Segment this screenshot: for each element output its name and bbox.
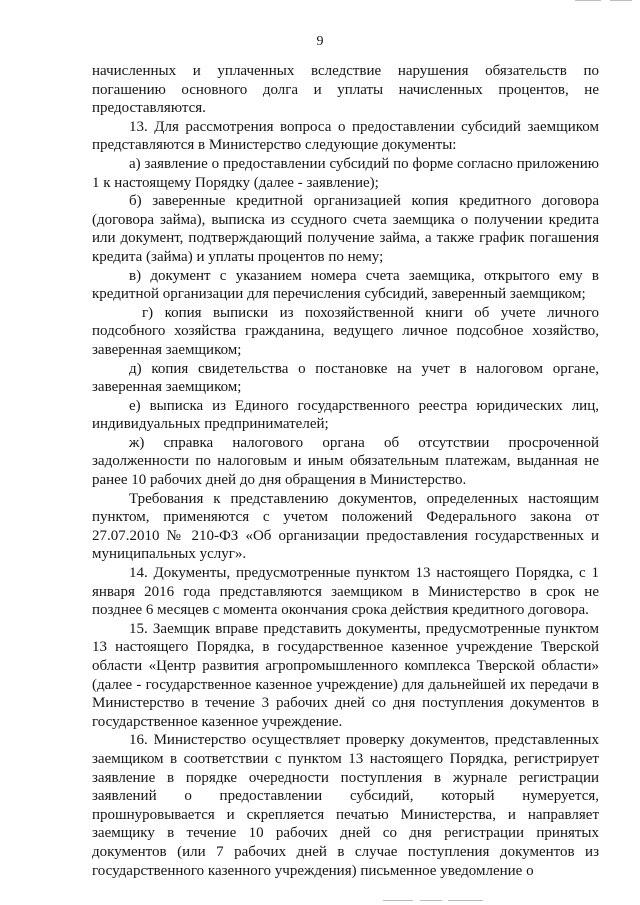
scan-artifact xyxy=(610,0,632,1)
paragraph-item-16: 16. Министерство осуществляет проверку документов, представленных заемщиком в соответствии с пунктом 13 настоящего Порядка, регистрирует заявление в порядке очередности поступления в журнале регистрации заявлений о предоставлении субсидий, который нумеруется, прошнуровывается и скрепляется печатью Министерства, и направляет заемщику в течение 10 рабочих дней со дня регистрации принятых документов (или 7 рабочих дней в случае поступления документов из государственного казенного учреждения) письменное уведомление о xyxy=(92,732,599,879)
subitem-13-v: в) документ с указанием номера счета заемщика, открытого ему в кредитной организации для перечисления субсидий, заверенный заемщиком; xyxy=(92,267,599,303)
paragraph-requirements: Требования к представлению документов, определенных настоящим пунктом, применяются с учетом положений Федерального закона от 27.07.2010 № 210-ФЗ «Об организации предоставления государственных и муниципальных услуг». xyxy=(92,490,599,563)
subitem-13-b: б) заверенные кредитной организацией копия кредитного договора (договора займа), выписка из ссудного счета заемщика о получении кредита или документ, подтверждающий получение займа, а также график погашения кредита (займа) и уплаты процентов по нему; xyxy=(92,193,599,265)
subitem-13-a: а) заявление о предоставлении субсидий по форме согласно приложению 1 к настоящему Порядку (далее - заявление); xyxy=(92,155,599,191)
subitem-13-zh: ж) справка налогового органа об отсутствии просроченной задолженности по налоговым и иным обязательным платежам, выданная не ранее 10 рабочих дней до дня обращения в Министерство. xyxy=(92,434,599,489)
page-number: 9 xyxy=(316,34,324,49)
subitem-13-g: г) копия выписки из похозяйственной книги об учете личного подсобного хозяйства гражданина, ведущего личное подсобное хозяйство, заверенная заемщиком; xyxy=(92,304,599,358)
document-body xyxy=(92,62,599,880)
scan-artifact xyxy=(420,900,442,901)
scan-artifact xyxy=(575,0,601,1)
paragraph-continuation: начисленных и уплаченных вследствие нарушения обязательств по погашению основного долга и уплаты начисленных процентов, не предоставляются. xyxy=(92,63,599,117)
scan-artifact xyxy=(383,900,413,901)
paragraph-item-15: 15. Заемщик вправе представить документы, предусмотренные пунктом 13 настоящего Порядка, в государственное казенное учреждение Тверской области «Центр развития агропромышленного комплекса Тверской области» (далее - государственное казенное учреждение) для дальнейшей их передачи в Министерство в течение 3 рабочих дней со дня поступления документов в государственное казенное учреждение. xyxy=(92,620,599,730)
subitem-13-e: е) выписка из Единого государственного реестра юридических лиц, индивидуальных предпринимателей; xyxy=(92,397,599,433)
paragraph-item-14: 14. Документы, предусмотренные пунктом 13 настоящего Порядка, с 1 января 2016 года представляются заемщиком в Министерство в срок не позднее 6 месяцев с момента окончания срока действия кредитного договора. xyxy=(92,565,599,619)
subitem-13-d: д) копия свидетельства о постановке на учет в налоговом органе, заверенная заемщиком; xyxy=(92,360,599,396)
scan-artifact xyxy=(448,900,483,901)
paragraph-item-13: 13. Для рассмотрения вопроса о предоставлении субсидий заемщиком представляются в Министерство следующие документы: xyxy=(92,118,599,154)
